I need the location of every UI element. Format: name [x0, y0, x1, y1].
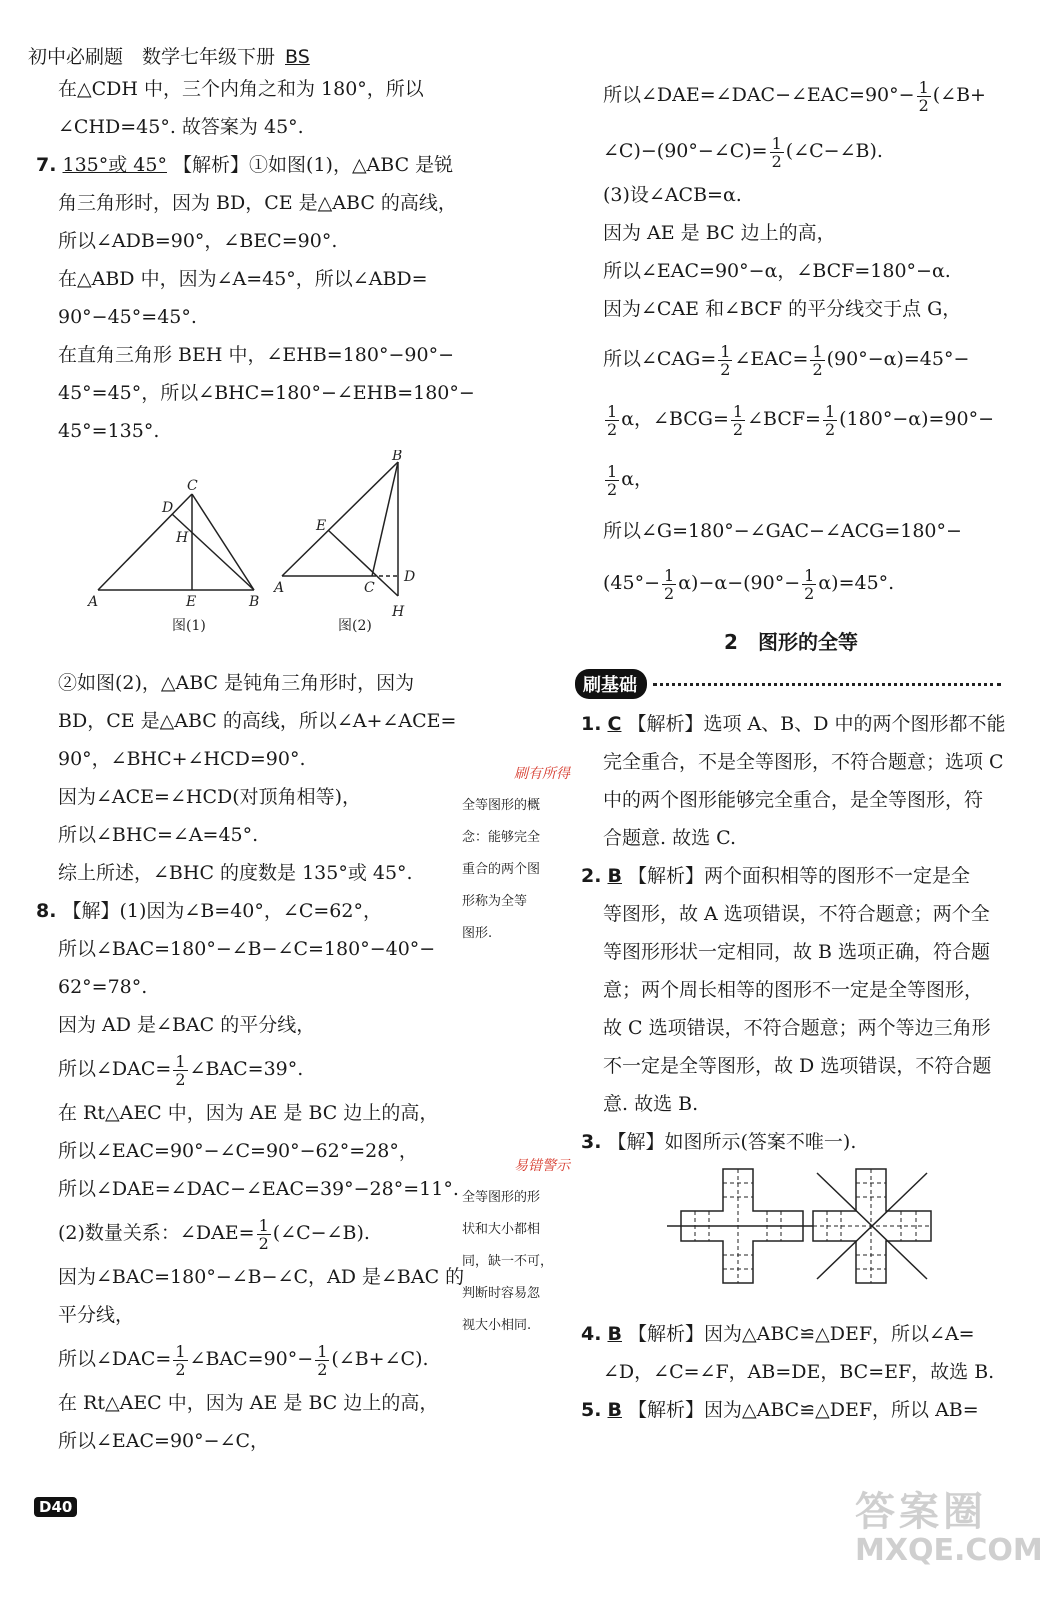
text-line: 所以∠EAC=90°−α，∠BCF=180°−α. [603, 260, 951, 282]
q7-first-line [36, 146, 456, 184]
denominator: 2 [607, 419, 618, 439]
q5-number: 5. [581, 1399, 602, 1421]
text-line: 在△ABD 中，因为∠A=45°，所以∠ABD= [58, 268, 428, 290]
fig2-label-b: B [392, 450, 403, 464]
fraction-half [173, 1343, 187, 1378]
formula-text: (∠B+∠C). [331, 1348, 429, 1370]
side-note-tag: 刷有所得 [514, 766, 570, 782]
q2-answer: B [607, 865, 622, 887]
text-line: 90°，∠BHC+∠HCD=90°. [58, 748, 306, 770]
right-column [581, 70, 1006, 1429]
fig2-label-d: D [404, 569, 416, 585]
denominator: 2 [918, 95, 929, 115]
q1-first-line [581, 705, 1006, 743]
fig2-caption: 图(2) [338, 618, 372, 634]
text-line: 意；两个周长相等的图形不一定是全等图形， [603, 979, 984, 1001]
q7-figures [36, 450, 456, 660]
denominator: 2 [175, 1069, 186, 1089]
formula-line [36, 1044, 456, 1094]
q8-first-line [36, 892, 456, 930]
section-badge-row [575, 669, 1001, 699]
side-note-tag: 易错警示 [514, 1158, 570, 1174]
text-line: 综上所述，∠BHC 的度数是 135°或 45°. [58, 862, 413, 884]
formula-line [581, 454, 1001, 504]
formula-text: ∠BCF= [747, 408, 821, 430]
numerator: 1 [771, 133, 782, 153]
text-line: 完全重合，不是全等图形，不符合题意；选项 C [603, 751, 1004, 773]
numerator: 1 [317, 1341, 328, 1361]
formula-text: ∠EAC= [734, 348, 809, 370]
dotted-rule [653, 683, 1001, 686]
text-line: 因为∠BAC=180°−∠B−∠C，AD 是∠BAC 的 [58, 1266, 465, 1288]
formula-line [581, 334, 1001, 384]
formula-text: (45°− [603, 572, 661, 594]
q8-number: 8. [36, 900, 57, 922]
q7-label: 【解析】①如图(1)，△ABC 是锐 [173, 154, 454, 176]
formula-line [36, 1208, 456, 1258]
side-note-line: 图形. [462, 926, 493, 941]
q5-first-line [581, 1391, 1001, 1429]
formula-text: α)−α−(90°− [678, 572, 801, 594]
book-title: 初中必刷题 数学七年级下册 [28, 46, 276, 68]
q7-answer: 135°或 45° [62, 154, 167, 176]
text-line: 45°=45°，所以∠BHC=180°−∠EHB=180°− [58, 382, 475, 404]
numerator: 1 [918, 77, 929, 97]
formula-text: (∠C−∠B). [272, 1222, 370, 1244]
denominator: 2 [720, 359, 731, 379]
left-column [36, 70, 475, 1460]
denominator: 2 [258, 1233, 269, 1253]
denominator: 2 [664, 583, 675, 603]
fraction-half [662, 567, 676, 602]
text-line: 所以∠BHC=∠A=45°. [58, 824, 259, 846]
fig2-label-h: H [392, 604, 405, 620]
text-line: 所以∠EAC=90°−∠C， [58, 1430, 270, 1452]
text-line: 45°=135°. [58, 420, 160, 442]
side-note-takeaway [462, 758, 574, 950]
formula-text: (2)数量关系：∠DAE= [58, 1222, 255, 1244]
fraction-half [605, 463, 619, 498]
text-line: (3)设∠ACB=α. [603, 184, 742, 206]
formula-text: α)=45°. [818, 572, 895, 594]
text-line: ②如图(2)，△ABC 是钝角三角形时，因为 [58, 672, 415, 694]
fig2-side-ab [282, 462, 398, 576]
text-line: 因为∠ACE=∠HCD(对顶角相等)， [58, 786, 362, 808]
fig2-side-cb [372, 462, 398, 576]
formula-text: 所以∠CAG= [603, 348, 717, 370]
fraction-half [173, 1053, 187, 1088]
side-note-line: 全等图形的概 [462, 798, 541, 813]
q4-answer: B [607, 1323, 622, 1345]
numerator: 1 [732, 401, 744, 421]
fraction-half [823, 403, 837, 438]
numerator: 1 [175, 1051, 186, 1071]
denominator: 2 [824, 419, 836, 439]
side-note-line: 判断时容易忽 [462, 1286, 541, 1301]
text-line: 在 Rt△AEC 中，因为 AE 是 BC 边上的高， [58, 1102, 439, 1124]
text-line: 因为 AD 是∠BAC 的平分线， [58, 1014, 316, 1036]
text-line: 在直角三角形 BEH 中，∠EHB=180°−90°− [58, 344, 455, 366]
fig1-label-c: C [187, 478, 198, 494]
denominator: 2 [812, 359, 823, 379]
text-line: ∠D，∠C=∠F，AB=DE，BC=EF，故选 B. [603, 1361, 995, 1383]
denominator: 2 [771, 151, 782, 171]
fraction-half [810, 343, 824, 378]
text-line: 故 C 选项错误，不符合题意；两个等边三角形 [603, 1017, 991, 1039]
fig2-label-c: C [364, 580, 375, 596]
denominator: 2 [804, 583, 815, 603]
formula-line [581, 394, 1001, 444]
fraction-half [917, 79, 931, 114]
edition-label: BS [285, 46, 310, 68]
text-line: 所以∠EAC=90°−∠C=90°−62°=28°， [58, 1140, 418, 1162]
text-line: 62°=78°. [58, 976, 148, 998]
side-note-warning [462, 1150, 574, 1342]
fig1-label-b: B [249, 594, 260, 610]
formula-line [581, 558, 1001, 608]
numerator: 1 [804, 565, 815, 585]
q2-first-line [581, 857, 1001, 895]
numerator: 1 [720, 341, 731, 361]
formula-text: α，∠BCG= [621, 408, 729, 430]
formula-text: ∠C)−(90°−∠C)= [603, 140, 768, 162]
formula-line [581, 70, 1001, 120]
formula-text: 所以∠DAE=∠DAC−∠EAC=90°− [603, 84, 915, 106]
fraction-half [731, 403, 745, 438]
q4-first-line [581, 1315, 1001, 1353]
numerator: 1 [824, 401, 836, 421]
side-note-line: 视大小相同. [462, 1318, 532, 1333]
page-header [28, 42, 310, 69]
text-line: 因为∠CAE 和∠BCF 的平分线交于点 G， [603, 298, 962, 320]
formula-text: 所以∠DAC= [58, 1058, 172, 1080]
watermark-line: MXQE.COM [855, 1533, 1043, 1568]
formula-text: (∠B+ [932, 84, 986, 106]
q8-label: 【解】(1)因为∠B=40°，∠C=62°， [62, 900, 382, 922]
text-line: 等图形形状一定相同，故 B 选项正确，符合题 [603, 941, 991, 963]
q3-number: 3. [581, 1131, 602, 1153]
q1-answer: C [607, 713, 622, 735]
text-line: 在△CDH 中，三个内角之和为 180°，所以 [58, 78, 424, 100]
page-number: D40 [34, 1497, 77, 1517]
fraction-half [770, 135, 784, 170]
side-note-line: 同，缺一不可， [462, 1254, 554, 1269]
numerator: 1 [607, 461, 618, 481]
side-note-line: 形称为全等 [462, 894, 528, 909]
q1-number: 1. [581, 713, 602, 735]
formula-text: ∠BAC=39°. [189, 1058, 304, 1080]
q2-label: 【解析】两个面积相等的图形不一定是全 [628, 865, 971, 887]
fig1-label-h: H [176, 530, 189, 546]
q3-first-line [581, 1123, 1001, 1161]
q4-number: 4. [581, 1323, 602, 1345]
formula-text: 所以∠DAC= [58, 1348, 172, 1370]
q7-number: 7. [36, 154, 57, 176]
formula-text: (90°−α)=45°− [826, 348, 970, 370]
q4-label: 【解析】因为△ABC≌△DEF，所以∠A= [628, 1323, 975, 1345]
fig2-label-a: A [274, 580, 285, 596]
numerator: 1 [175, 1341, 186, 1361]
formula-text: ∠BAC=90°− [189, 1348, 314, 1370]
denominator: 2 [317, 1359, 328, 1379]
formula-line [581, 126, 1001, 176]
fig1-label-e: E [186, 594, 197, 610]
formula-text: (180°−α)=90°− [839, 408, 995, 430]
watermark-line: 答案圈 [855, 1489, 987, 1535]
side-note-line: 状和大小都相 [462, 1222, 541, 1237]
fig2-altitude-ce [328, 530, 398, 596]
denominator: 2 [175, 1359, 186, 1379]
text-line: 等图形，故 A 选项错误，不符合题意；两个全 [603, 903, 990, 925]
fig1-label-a: A [88, 594, 99, 610]
text-line: 平分线， [58, 1304, 135, 1326]
cross-figure-right [813, 1169, 931, 1283]
q3-cross-figures [581, 1161, 1001, 1311]
formula-text: α， [621, 468, 654, 490]
text-line: 所以∠DAE=∠DAC−∠EAC=39°−28°=11°. [58, 1178, 459, 1200]
section-title: 2 图形的全等 [724, 630, 858, 654]
figure-2 [282, 462, 398, 596]
side-note-line: 念：能够完全 [462, 830, 541, 845]
fraction-half [257, 1217, 271, 1252]
q2-number: 2. [581, 865, 602, 887]
text-line: 中的两个图形能够完全重合，是全等图形，符 [603, 789, 984, 811]
text-line: 意. 故选 B. [603, 1093, 699, 1115]
q5-answer: B [607, 1399, 622, 1421]
side-note-line: 重合的两个图 [462, 862, 541, 877]
fraction-half [718, 343, 732, 378]
numerator: 1 [664, 565, 675, 585]
fraction-half [315, 1343, 329, 1378]
text-line: 90°−45°=45°. [58, 306, 197, 328]
text-line: 所以∠G=180°−∠GAC−∠ACG=180°− [603, 520, 962, 542]
text-line: 在 Rt△AEC 中，因为 AE 是 BC 边上的高， [58, 1392, 439, 1414]
text-line: 角三角形时，因为 BD，CE 是△ABC 的高线， [58, 192, 457, 214]
q5-label: 【解析】因为△ABC≌△DEF，所以 AB= [628, 1399, 979, 1421]
text-line: ∠CHD=45°. 故答案为 45°. [58, 116, 304, 138]
fig1-caption: 图(1) [172, 618, 206, 634]
numerator: 1 [607, 401, 618, 421]
fraction-half [605, 403, 619, 438]
fraction-half [802, 567, 816, 602]
denominator: 2 [732, 419, 744, 439]
cross-figure-left [667, 1169, 813, 1283]
side-note-line: 全等图形的形 [462, 1190, 541, 1205]
fig1-label-d: D [162, 500, 174, 516]
watermark [855, 1480, 1043, 1568]
formula-line [36, 1334, 456, 1384]
numerator: 1 [258, 1215, 269, 1235]
fig2-label-e: E [316, 518, 327, 534]
text-line: 所以∠ADB=90°，∠BEC=90°. [58, 230, 338, 252]
text-line: 所以∠BAC=180°−∠B−∠C=180°−40°− [58, 938, 436, 960]
text-line: 不一定是全等图形，故 D 选项错误，不符合题 [603, 1055, 992, 1077]
section-badge: 刷基础 [575, 669, 647, 699]
text-line: BD，CE 是△ABC 的高线，所以∠A+∠ACE= [58, 710, 457, 732]
q3-label: 【解】如图所示(答案不唯一). [607, 1131, 857, 1153]
formula-text: (∠C−∠B). [785, 140, 883, 162]
numerator: 1 [812, 341, 823, 361]
text-line: 因为 AE 是 BC 边上的高， [603, 222, 836, 244]
denominator: 2 [607, 479, 618, 499]
q1-label: 【解析】选项 A、B、D 中的两个图形都不能 [627, 713, 1006, 735]
text-line: 合题意. 故选 C. [603, 827, 737, 849]
